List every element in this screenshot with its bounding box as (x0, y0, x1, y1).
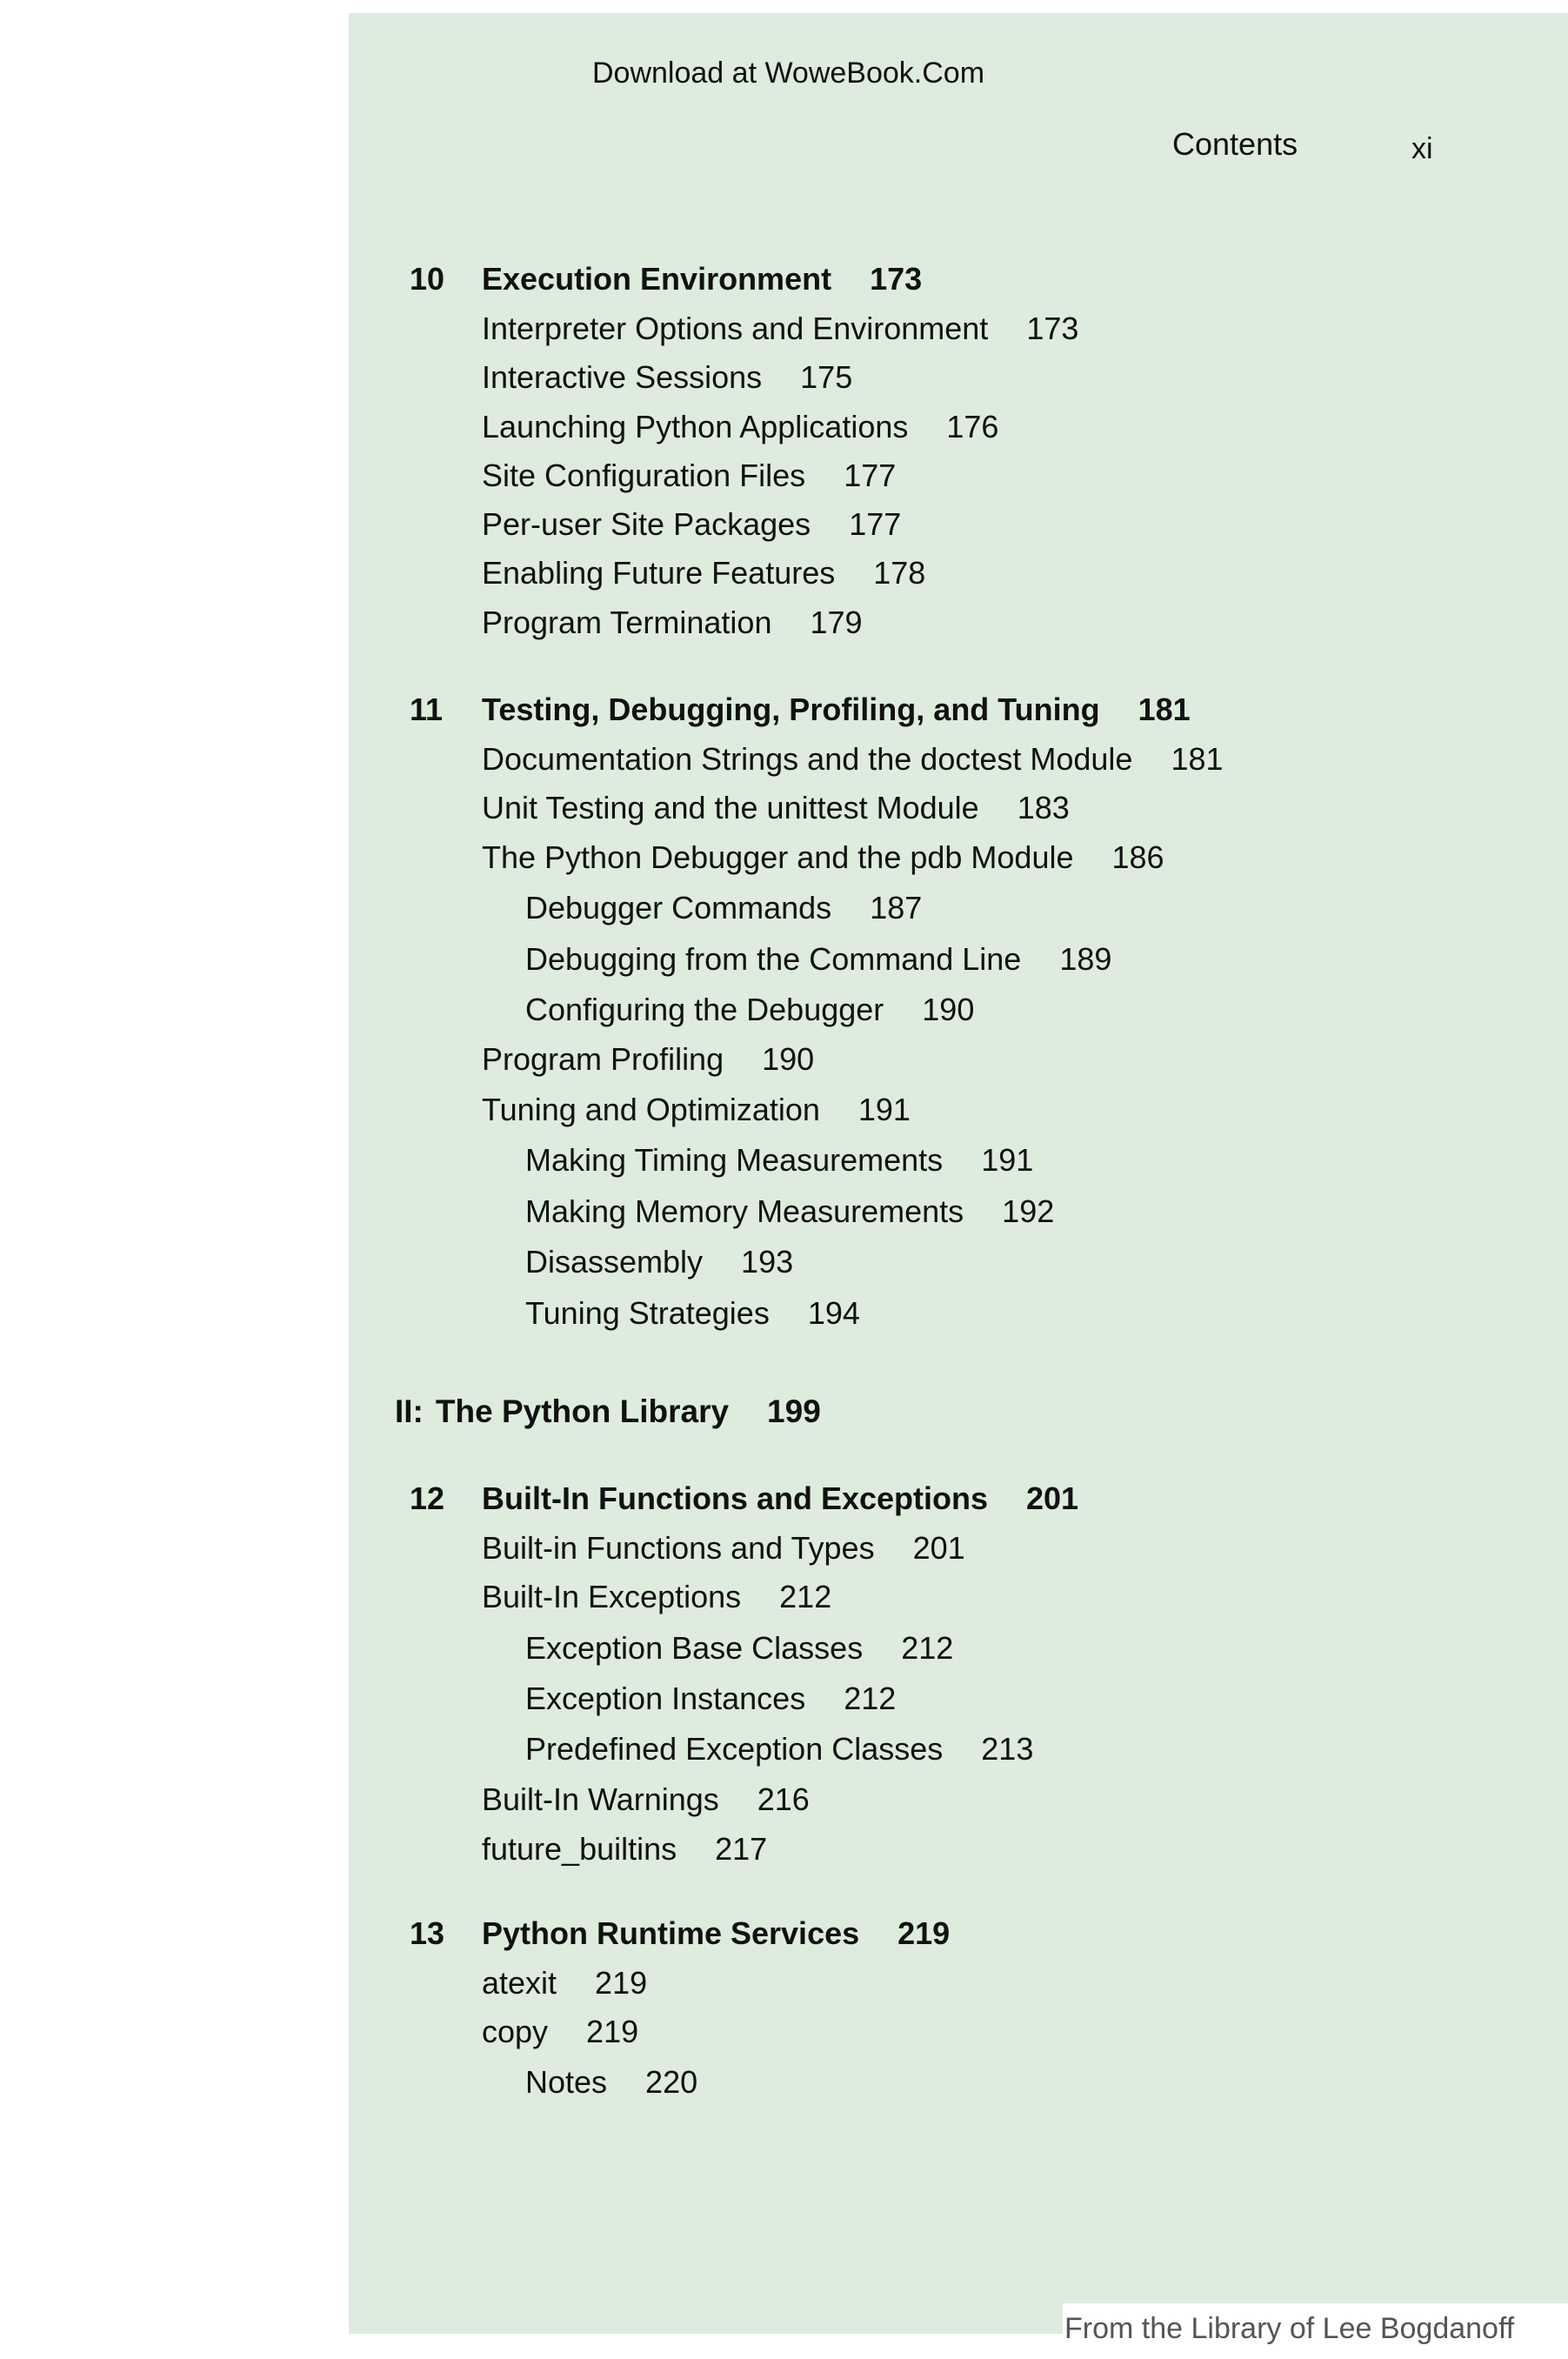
part-page: 199 (767, 1393, 821, 1429)
toc-subentry[interactable] (525, 991, 974, 1029)
entry-page: 219 (586, 2014, 639, 2049)
entry-page: 176 (946, 409, 999, 444)
toc-entry[interactable] (482, 554, 925, 592)
chapter-title: Python Runtime Services (482, 1915, 860, 1951)
entry-title: Site Configuration Files (482, 458, 806, 493)
chapter-page: 219 (897, 1915, 951, 1951)
entry-title: Debugger Commands (525, 890, 832, 926)
toc-chapter-heading[interactable] (410, 1915, 950, 1953)
entry-title: Launching Python Applications (482, 409, 909, 444)
chapter-number: 13 (410, 1915, 445, 1951)
entry-page: 201 (912, 1530, 965, 1566)
entry-title: Disassembly (525, 1244, 704, 1280)
entry-page: 216 (757, 1781, 810, 1817)
entry-title: The Python Debugger and the pdb Module (482, 839, 1074, 875)
footer-watermark-strip (1063, 2303, 1568, 2359)
entry-page: 220 (645, 2064, 698, 2100)
toc-entry[interactable] (482, 1578, 831, 1616)
toc-entry[interactable] (482, 505, 901, 544)
toc-subentry[interactable] (525, 1294, 860, 1333)
entry-page: 191 (981, 1142, 1034, 1178)
entry-page: 179 (810, 605, 863, 640)
entry-page: 190 (922, 992, 975, 1027)
chapter-number: 12 (410, 1480, 445, 1516)
entry-page: 181 (1171, 741, 1224, 777)
entry-page: 191 (857, 1092, 911, 1127)
entry-title: Documentation Strings and the doctest Module (482, 741, 1133, 777)
toc-subentry[interactable] (525, 1243, 793, 1281)
toc-entry[interactable] (482, 1529, 965, 1567)
entry-page: 187 (870, 890, 923, 926)
chapter-title: Built-In Functions and Exceptions (482, 1480, 989, 1516)
toc-entry[interactable] (482, 358, 852, 397)
toc-chapter-heading[interactable] (410, 1480, 1078, 1518)
entry-title: future_builtins (482, 1831, 677, 1867)
entry-page: 212 (844, 1681, 897, 1716)
page-number: xi (1411, 132, 1433, 165)
chapter-title: Execution Environment (482, 261, 832, 297)
entry-page: 213 (981, 1731, 1034, 1767)
chapter-page: 173 (870, 261, 923, 297)
entry-page: 189 (1059, 941, 1112, 977)
entry-title: Program Termination (482, 605, 772, 640)
toc-entry[interactable] (482, 1040, 814, 1079)
entry-page: 173 (1026, 311, 1079, 346)
download-watermark: Download at WoweBook.Com (592, 57, 985, 90)
entry-title: copy (482, 2014, 549, 2049)
toc-subentry[interactable] (525, 1193, 1054, 1231)
entry-title: Making Memory Measurements (525, 1193, 964, 1229)
chapter-title: Testing, Debugging, Profiling, and Tuning (482, 692, 1100, 727)
entry-title: Enabling Future Features (482, 555, 836, 591)
entry-title: Interpreter Options and Environment (482, 311, 989, 346)
toc-entry[interactable] (482, 839, 1164, 877)
toc-entry[interactable] (482, 2013, 638, 2051)
toc-entry[interactable] (482, 1781, 810, 1819)
toc-entry[interactable] (482, 1091, 911, 1129)
toc-subentry[interactable] (525, 1629, 953, 1667)
entry-page: 183 (1017, 790, 1070, 825)
toc-part-heading[interactable] (395, 1393, 821, 1431)
entry-page: 177 (849, 506, 902, 542)
toc-subentry[interactable] (525, 2063, 697, 2102)
entry-page: 219 (595, 1965, 648, 2001)
entry-page: 212 (901, 1630, 954, 1666)
entry-title: atexit (482, 1965, 557, 2001)
entry-title: Exception Instances (525, 1681, 806, 1716)
toc-chapter-heading[interactable] (410, 260, 922, 298)
entry-title: Program Profiling (482, 1041, 724, 1077)
entry-title: Built-in Functions and Types (482, 1530, 875, 1566)
toc-entry[interactable] (482, 1964, 647, 2002)
toc-entry[interactable] (482, 604, 863, 642)
toc-entry[interactable] (482, 457, 896, 495)
entry-page: 175 (800, 359, 853, 395)
entry-page: 186 (1111, 839, 1164, 875)
toc-subentry[interactable] (525, 1680, 896, 1718)
toc-subentry[interactable] (525, 1730, 1033, 1768)
entry-title: Configuring the Debugger (525, 992, 884, 1027)
entry-title: Exception Base Classes (525, 1630, 864, 1666)
entry-page: 193 (741, 1244, 794, 1280)
entry-page: 178 (873, 555, 926, 591)
entry-title: Debugging from the Command Line (525, 941, 1022, 977)
entry-page: 177 (844, 458, 897, 493)
footer-watermark-text: From the Library of Lee Bogdanoff (1064, 2312, 1515, 2345)
entry-page: 217 (715, 1831, 768, 1867)
entry-title: Interactive Sessions (482, 359, 763, 395)
running-head: Contents (1172, 126, 1298, 162)
entry-title: Tuning and Optimization (482, 1092, 820, 1127)
entry-page: 190 (762, 1041, 815, 1077)
entry-page: 192 (1002, 1193, 1055, 1229)
toc-entry[interactable] (482, 310, 1078, 348)
chapter-page: 201 (1026, 1480, 1079, 1516)
toc-entry[interactable] (482, 1830, 767, 1868)
entry-page: 194 (807, 1295, 860, 1331)
toc-chapter-heading[interactable] (410, 691, 1191, 729)
toc-entry[interactable] (482, 408, 998, 446)
entry-title: Unit Testing and the unittest Module (482, 790, 979, 825)
entry-title: Built-In Exceptions (482, 1579, 742, 1614)
toc-subentry[interactable] (525, 940, 1111, 979)
chapter-number: 10 (410, 261, 445, 297)
entry-title: Built-In Warnings (482, 1781, 719, 1817)
toc-subentry[interactable] (525, 889, 922, 927)
entry-title: Predefined Exception Classes (525, 1731, 944, 1767)
entry-title: Per-user Site Packages (482, 506, 811, 542)
entry-title: Tuning Strategies (525, 1295, 770, 1331)
entry-title: Notes (525, 2064, 608, 2100)
entry-page: 212 (779, 1579, 832, 1614)
part-number: II: (395, 1393, 424, 1429)
entry-title: Making Timing Measurements (525, 1142, 944, 1178)
book-page (349, 13, 1568, 2334)
toc-entry[interactable] (482, 740, 1224, 779)
part-title: The Python Library (435, 1393, 730, 1429)
toc-entry[interactable] (482, 789, 1070, 827)
toc-subentry[interactable] (525, 1141, 1033, 1180)
chapter-page: 181 (1138, 692, 1191, 727)
chapter-number: 11 (410, 692, 444, 727)
